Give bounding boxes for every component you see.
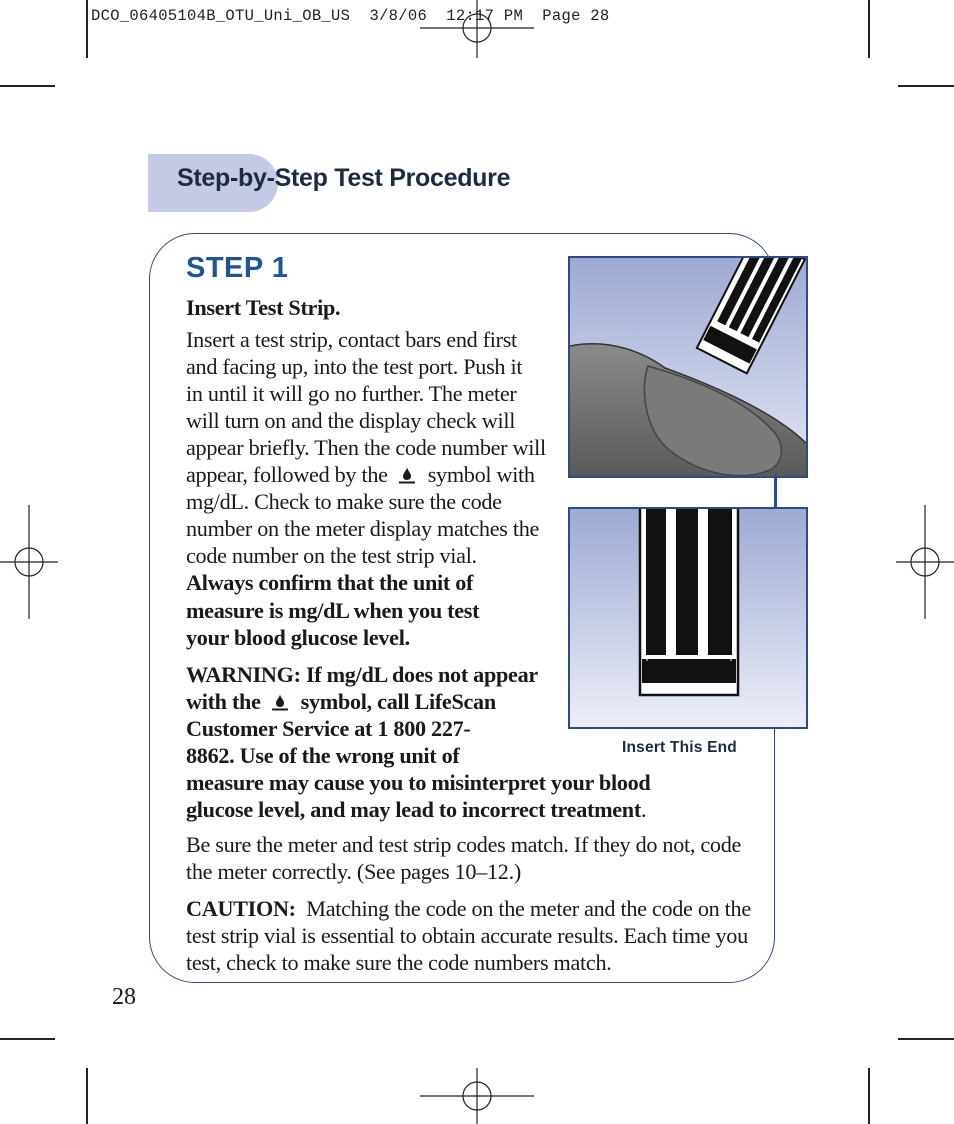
instruction-line: and facing up, into the test port. Push it <box>186 354 523 379</box>
warning-line: measure may cause you to misinterpret your blood <box>186 770 651 795</box>
instruction-symbol-line <box>186 461 535 488</box>
crop-mark-bottom-left-h <box>0 1038 55 1040</box>
confirm-line: measure is mg/dL when you test <box>186 598 480 623</box>
warning-symbol-line <box>186 688 496 715</box>
warning-line: 8862. Use of the wrong unit of <box>186 743 460 768</box>
crop-mark-top-right-h <box>898 85 954 87</box>
instruction-line: Insert a test strip, contact bars end first <box>186 327 517 352</box>
instruction-line: will turn on and the display check will <box>186 408 516 433</box>
meter-insertion-illustration <box>568 256 808 478</box>
codes-line: the meter correctly. (See pages 10–12.) <box>186 859 521 884</box>
registration-mark-icon <box>420 1068 534 1124</box>
instruction-line: code number on the test strip vial. <box>186 543 477 568</box>
crop-mark-top-left-h <box>0 85 55 87</box>
figure-caption: Insert This End <box>622 739 737 756</box>
instruction-line: in until it will go no further. The meter <box>186 381 517 406</box>
caution-text: Matching the code on the meter and the code on the <box>306 896 751 921</box>
warning-text: symbol, call LifeScan <box>300 689 496 714</box>
registration-mark-icon <box>896 505 954 619</box>
instruction-text: symbol with <box>427 462 535 487</box>
page-number: 28 <box>112 984 136 1010</box>
confirm-line: Always confirm that the unit of <box>186 570 474 595</box>
crop-mark-bottom-right-h <box>898 1038 954 1040</box>
codes-line: Be sure the meter and test strip codes match. If they do not, code <box>186 832 742 857</box>
confirm-line: your blood glucose level. <box>186 625 410 650</box>
instruction-line: mg/dL. Check to make sure the code <box>186 489 502 514</box>
instruction-text: appear, followed by the <box>186 462 388 487</box>
step-subheading: Insert Test Strip. <box>186 295 341 320</box>
warning-line: Customer Service at 1 800 227- <box>186 716 471 741</box>
section-title: Step-by-Step Test Procedure <box>177 164 511 192</box>
instruction-line: appear briefly. Then the code number will <box>186 435 546 460</box>
registration-mark-icon <box>420 0 534 58</box>
caution-line <box>186 895 751 922</box>
step-heading: STEP 1 <box>186 252 289 284</box>
crop-mark-bottom-left-v <box>86 1068 88 1124</box>
printer-slug: DCO_06405104B_OTU_Uni_OB_US 3/8/06 12:17 PM Page 28 <box>91 7 610 25</box>
strip-end-illustration <box>568 507 808 729</box>
registration-mark-icon <box>0 505 58 619</box>
warning-text: glucose level, and may lead to incorrect treatment <box>186 797 641 822</box>
warning-line: WARNING: If mg/dL does not appear <box>186 662 538 687</box>
caution-line: test, check to make sure the code numbers match. <box>186 950 612 975</box>
crop-mark-bottom-right-v <box>868 1068 870 1124</box>
figure-connector <box>775 474 777 508</box>
instruction-line: number on the meter display matches the <box>186 516 540 541</box>
warning-period: . <box>640 797 647 822</box>
blood-drop-icon <box>398 466 416 484</box>
warning-last-line <box>186 796 646 823</box>
caution-label: CAUTION: <box>186 896 296 921</box>
crop-mark-top-left-v <box>86 0 88 58</box>
warning-text: with the <box>186 689 261 714</box>
blood-drop-icon <box>271 693 289 711</box>
crop-mark-top-right-v <box>868 0 870 58</box>
caution-line: test strip vial is essential to obtain accurate results. Each time you <box>186 923 748 948</box>
